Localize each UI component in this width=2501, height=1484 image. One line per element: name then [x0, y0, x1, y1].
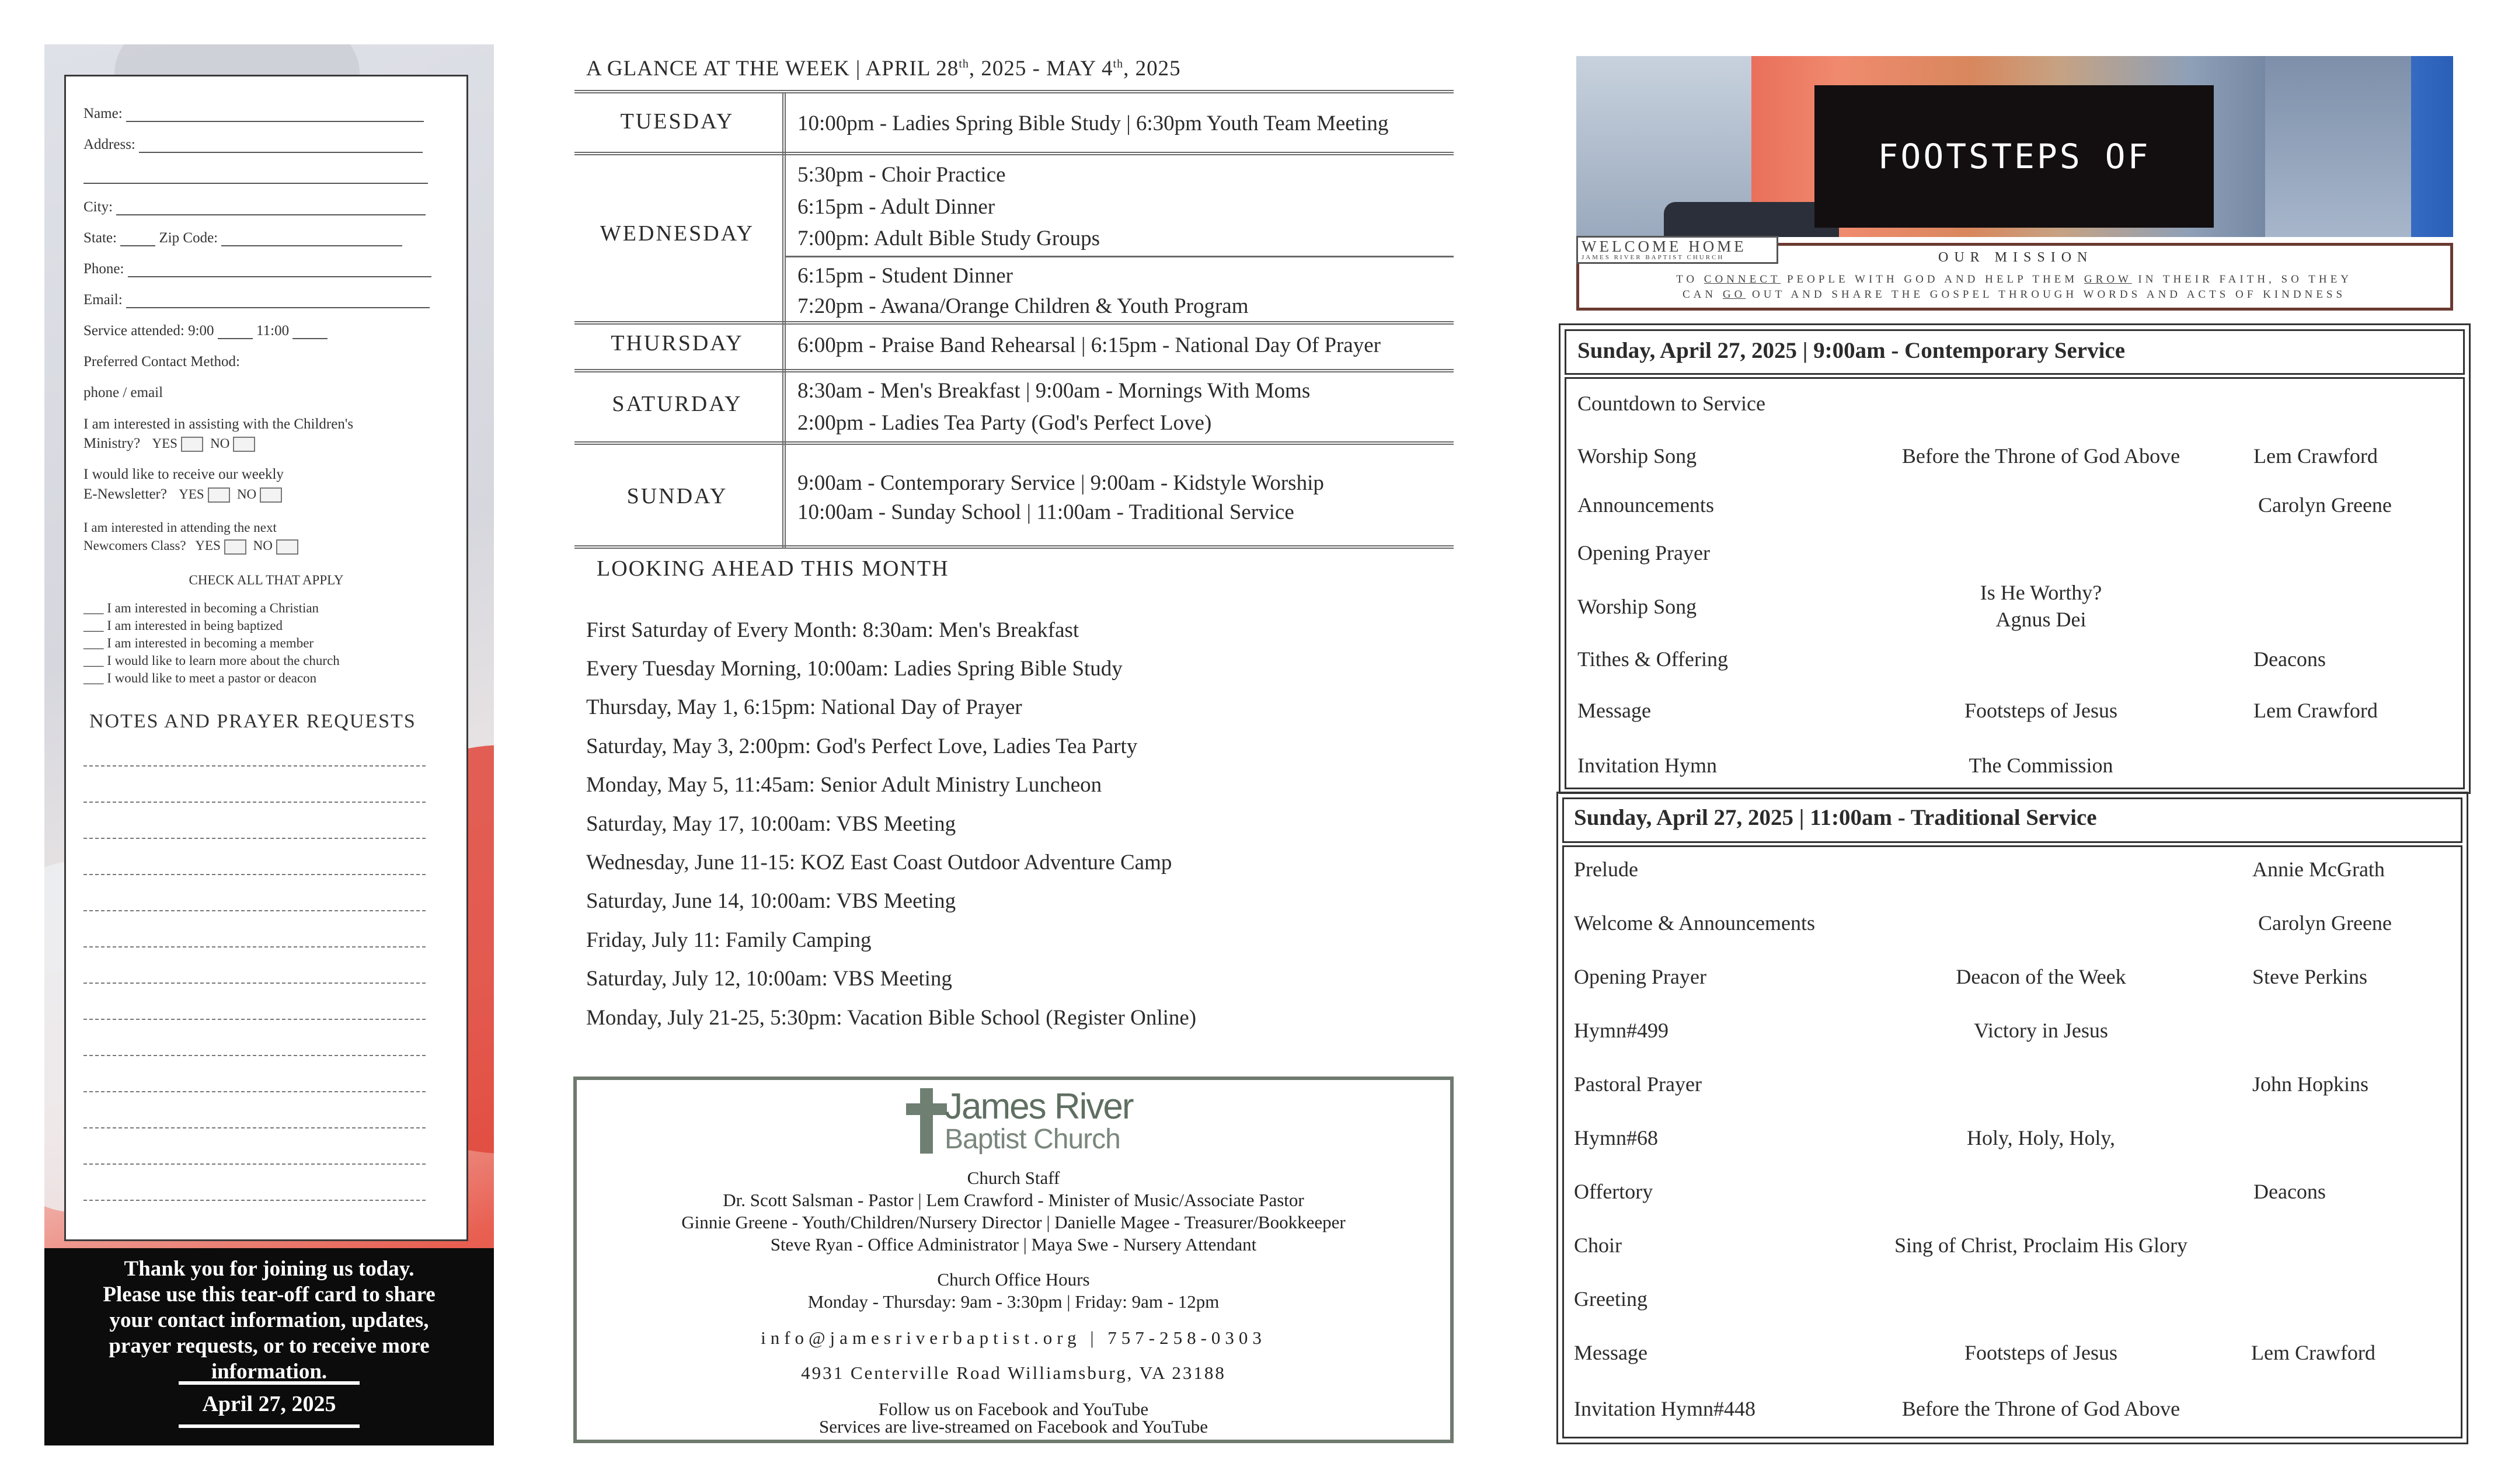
checklist-item[interactable]: ___ I would like to learn more about the church — [83, 653, 340, 668]
sermon-banner — [1576, 56, 2453, 237]
phone-row: Phone: — [83, 261, 426, 277]
ahead-item: Monday, May 5, 11:45am: Senior Adult Ministry Luncheon — [586, 773, 1102, 797]
service-piece: Is He Worthy? — [1980, 581, 2102, 604]
follow-line: Services are live-streamed on Facebook and YouTube — [818, 1416, 1208, 1437]
checklist-item[interactable]: ___ I am interested in becoming a Christian — [83, 601, 319, 615]
service-piece: Agnus Dei — [1995, 608, 2087, 631]
email-field[interactable] — [126, 294, 430, 308]
phone-field[interactable] — [128, 263, 431, 277]
card-date: April 27, 2025 — [179, 1381, 360, 1428]
notes-line[interactable] — [83, 765, 426, 767]
service-item: Invitation Hymn — [1577, 754, 1717, 777]
service-item: Offertory — [1574, 1180, 1653, 1203]
contact-method-label: Preferred Contact Method: — [83, 354, 240, 370]
address-field[interactable] — [139, 139, 423, 153]
church-address: 4931 Centerville Road Williamsburg, VA 23188 — [801, 1363, 1226, 1383]
notes-line[interactable] — [83, 946, 426, 947]
service-item: Message — [1577, 699, 1651, 722]
address-field-2[interactable] — [83, 170, 428, 184]
thanks-line: your contact information, updates, — [109, 1308, 429, 1332]
service-person: Carolyn Greene — [2258, 911, 2392, 935]
service-item: Message — [1574, 1341, 1647, 1364]
staff-title: Church Staff — [967, 1168, 1060, 1188]
city-row: City: — [83, 199, 426, 215]
service-attended-row: Service attended: 9:00 11:00 — [83, 323, 426, 339]
newsletter-no-checkbox[interactable] — [260, 487, 282, 503]
follow-line: Follow us on Facebook and YouTube — [878, 1399, 1149, 1419]
service-title: Sunday, April 27, 2025 | 9:00am - Contemporary Service — [1577, 338, 2126, 363]
notes-line[interactable] — [83, 1055, 426, 1056]
children-question: I am interested in assisting with the Children's — [83, 416, 354, 432]
newcomers-yes-checkbox[interactable] — [224, 539, 246, 555]
contact-options: phone / email — [83, 385, 163, 400]
event-line: 6:15pm - Adult Dinner — [797, 195, 995, 219]
service-piece: Sing of Christ, Proclaim His Glory — [1894, 1234, 2187, 1257]
day-saturday: SATURDAY — [612, 392, 743, 416]
service-item: Opening Prayer — [1574, 965, 1706, 988]
checklist-item[interactable]: ___ I would like to meet a pastor or deacon — [83, 671, 317, 685]
check-all-heading: CHECK ALL THAT APPLY — [189, 573, 344, 587]
service-title: Sunday, April 27, 2025 | 11:00am - Traditional Service — [1574, 805, 2097, 830]
service-item: Worship Song — [1577, 444, 1697, 468]
notes-line[interactable] — [83, 802, 426, 803]
newcomers-answer-row: Newcomers Class? YES NO — [83, 538, 426, 555]
day-wednesday: WEDNESDAY — [600, 221, 755, 246]
zip-field[interactable] — [221, 232, 402, 246]
children-answer-row: Ministry? YES NO — [83, 436, 426, 452]
service-9-field[interactable] — [218, 325, 253, 339]
service-piece: Deacon of the Week — [1956, 965, 2126, 988]
service-person: Lem Crawford — [2253, 699, 2378, 722]
day-thursday: THURSDAY — [611, 331, 744, 356]
email-row: Email: — [83, 292, 426, 308]
banner-title: FOOTSTEPS OF — [1814, 85, 2214, 228]
service-piece: The Commission — [1969, 754, 2113, 777]
service-person: Lem Crawford — [2251, 1341, 2375, 1364]
tear-off-card — [64, 75, 468, 1241]
mission-title: OUR MISSION — [1938, 250, 2094, 265]
service-person: Steve Perkins — [2252, 965, 2367, 988]
service-11-field[interactable] — [292, 325, 328, 339]
mission-text-line: TO CONNECT PEOPLE WITH GOD AND HELP THEM GROW IN THEIR FAITH, SO THEY — [1676, 273, 2352, 285]
notes-line[interactable] — [83, 910, 426, 911]
service-item: Prelude — [1574, 858, 1638, 881]
service-person: Deacons — [2253, 647, 2326, 671]
notes-line[interactable] — [83, 1127, 426, 1128]
service-item: Tithes & Offering — [1577, 647, 1729, 671]
event-line: 9:00am - Contemporary Service | 9:00am - Kidstyle Worship — [797, 471, 1324, 495]
service-piece: Victory in Jesus — [1974, 1019, 2108, 1042]
event-line: 7:20pm - Awana/Orange Children & Youth Program — [797, 294, 1249, 318]
service-item: Pastoral Prayer — [1574, 1072, 1702, 1096]
office-hours: Monday - Thursday: 9am - 3:30pm | Friday: 9am - 12pm — [807, 1291, 1220, 1312]
service-item: Hymn#499 — [1574, 1019, 1669, 1042]
newsletter-question: I would like to receive our weekly — [83, 466, 284, 482]
day-tuesday: TUESDAY — [620, 109, 734, 134]
contact-info[interactable]: info@jamesriverbaptist.org | 757-258-0303 — [761, 1328, 1266, 1348]
day-sunday: SUNDAY — [626, 484, 728, 508]
service-item: Choir — [1574, 1234, 1622, 1257]
logo-subname: Baptist Church — [945, 1124, 1120, 1155]
notes-line[interactable] — [83, 1163, 426, 1165]
state-row: State: Zip Code: — [83, 230, 426, 246]
children-no-checkbox[interactable] — [233, 437, 255, 452]
mission-text-line: CAN GO OUT AND SHARE THE GOSPEL THROUGH WORDS AND ACTS OF KINDNESS — [1682, 288, 2346, 301]
looking-ahead-title: LOOKING AHEAD THIS MONTH — [597, 556, 949, 581]
ahead-item: Every Tuesday Morning, 10:00am: Ladies Spring Bible Study — [586, 657, 1123, 681]
ahead-item: Saturday, May 17, 10:00am: VBS Meeting — [586, 812, 956, 836]
church-logo — [904, 1086, 1137, 1156]
service-item: Opening Prayer — [1577, 541, 1710, 565]
event-line: 7:00pm: Adult Bible Study Groups — [797, 227, 1100, 250]
checklist-item[interactable]: ___ I am interested in being baptized — [83, 618, 283, 633]
notes-line[interactable] — [83, 1091, 426, 1092]
thanks-line: Thank you for joining us today. — [124, 1257, 414, 1281]
staff-line: Ginnie Greene - Youth/Children/Nursery Director | Danielle Magee - Treasurer/Bookkeeper — [681, 1212, 1346, 1232]
notes-title: NOTES AND PRAYER REQUESTS — [89, 710, 416, 732]
ahead-item: First Saturday of Every Month: 8:30am: Men's Breakfast — [586, 618, 1079, 642]
event-line: 8:30am - Men's Breakfast | 9:00am - Mornings With Moms — [797, 379, 1311, 403]
thanks-line: Please use this tear-off card to share — [103, 1283, 436, 1307]
staff-line: Dr. Scott Salsman - Pastor | Lem Crawford - Minister of Music/Associate Pastor — [723, 1190, 1304, 1210]
newsletter-yes-checkbox[interactable] — [208, 487, 230, 503]
service-person: John Hopkins — [2252, 1072, 2369, 1096]
ahead-item: Friday, July 11: Family Camping — [586, 928, 872, 952]
notes-line[interactable] — [83, 874, 426, 875]
newsletter-answer-row: E-Newsletter? YES NO — [83, 486, 426, 503]
children-yes-checkbox[interactable] — [181, 437, 203, 452]
thanks-line: information. — [211, 1360, 328, 1384]
service-item: Countdown to Service — [1577, 392, 1765, 415]
name-row: Name: — [83, 106, 426, 122]
week-title: A GLANCE AT THE WEEK | APRIL 28th, 2025 - MAY 4th, 2025 — [586, 57, 1181, 81]
service-piece: Before the Throne of God Above — [1901, 444, 2180, 468]
state-field[interactable] — [120, 232, 155, 246]
service-person: Carolyn Greene — [2258, 493, 2392, 517]
address-row: Address: — [83, 137, 426, 153]
logo-name: James River — [945, 1086, 1133, 1127]
name-field[interactable] — [126, 108, 424, 122]
service-person: Deacons — [2253, 1180, 2326, 1203]
service-piece: Holy, Holy, Holy, — [1967, 1126, 2115, 1149]
service-item: Hymn#68 — [1574, 1126, 1658, 1149]
newcomers-no-checkbox[interactable] — [276, 539, 298, 555]
service-piece: Before the Throne of God Above — [1901, 1397, 2180, 1420]
ahead-item: Monday, July 21-25, 5:30pm: Vacation Bible School (Register Online) — [586, 1006, 1197, 1030]
thanks-line: prayer requests, or to receive more — [109, 1334, 430, 1358]
ahead-item: Saturday, May 3, 2:00pm: God's Perfect Love, Ladies Tea Party — [586, 734, 1138, 758]
ahead-item: Wednesday, June 11-15: KOZ East Coast Outdoor Adventure Camp — [586, 851, 1172, 875]
thanks-panel — [44, 1248, 494, 1445]
welcome-home-logo: WELCOME HOME JAMES RIVER BAPTIST CHURCH — [1576, 236, 1778, 264]
event-line: 10:00pm - Ladies Spring Bible Study | 6:30pm Youth Team Meeting — [797, 112, 1389, 135]
hours-title: Church Office Hours — [937, 1269, 1090, 1290]
notes-line[interactable] — [83, 838, 426, 839]
event-line: 5:30pm - Choir Practice — [797, 163, 1006, 187]
event-line: 2:00pm - Ladies Tea Party (God's Perfect Love) — [797, 411, 1212, 435]
service-person: Lem Crawford — [2253, 444, 2378, 468]
service-item: Welcome & Announcements — [1574, 911, 1815, 935]
service-piece: Footsteps of Jesus — [1964, 1341, 2118, 1364]
service-piece: Footsteps of Jesus — [1964, 699, 2118, 722]
ahead-item: Thursday, May 1, 6:15pm: National Day of Prayer — [586, 695, 1022, 719]
ahead-item: Saturday, July 12, 10:00am: VBS Meeting — [586, 967, 952, 991]
service-person: Annie McGrath — [2252, 858, 2385, 881]
cross-icon — [904, 1086, 950, 1156]
event-line: 10:00am - Sunday School | 11:00am - Traditional Service — [797, 500, 1294, 524]
notes-line[interactable] — [83, 983, 426, 984]
service-item: Greeting — [1574, 1287, 1647, 1311]
staff-line: Steve Ryan - Office Administrator | Maya Swe - Nursery Attendant — [770, 1234, 1257, 1255]
notes-line[interactable] — [83, 1200, 426, 1201]
ahead-item: Saturday, June 14, 10:00am: VBS Meeting — [586, 889, 956, 913]
service-item: Announcements — [1577, 493, 1714, 517]
notes-line[interactable] — [83, 1019, 426, 1020]
service-item: Invitation Hymn#448 — [1574, 1397, 1755, 1420]
event-line: 6:00pm - Praise Band Rehearsal | 6:15pm - National Day Of Prayer — [797, 333, 1381, 357]
event-line: 6:15pm - Student Dinner — [797, 264, 1013, 288]
church-staff-box — [573, 1077, 1454, 1443]
city-field[interactable] — [116, 201, 426, 215]
newcomers-question: I am interested in attending the next — [83, 520, 277, 535]
checklist-item[interactable]: ___ I am interested in becoming a member — [83, 636, 314, 650]
service-item: Worship Song — [1577, 595, 1697, 618]
